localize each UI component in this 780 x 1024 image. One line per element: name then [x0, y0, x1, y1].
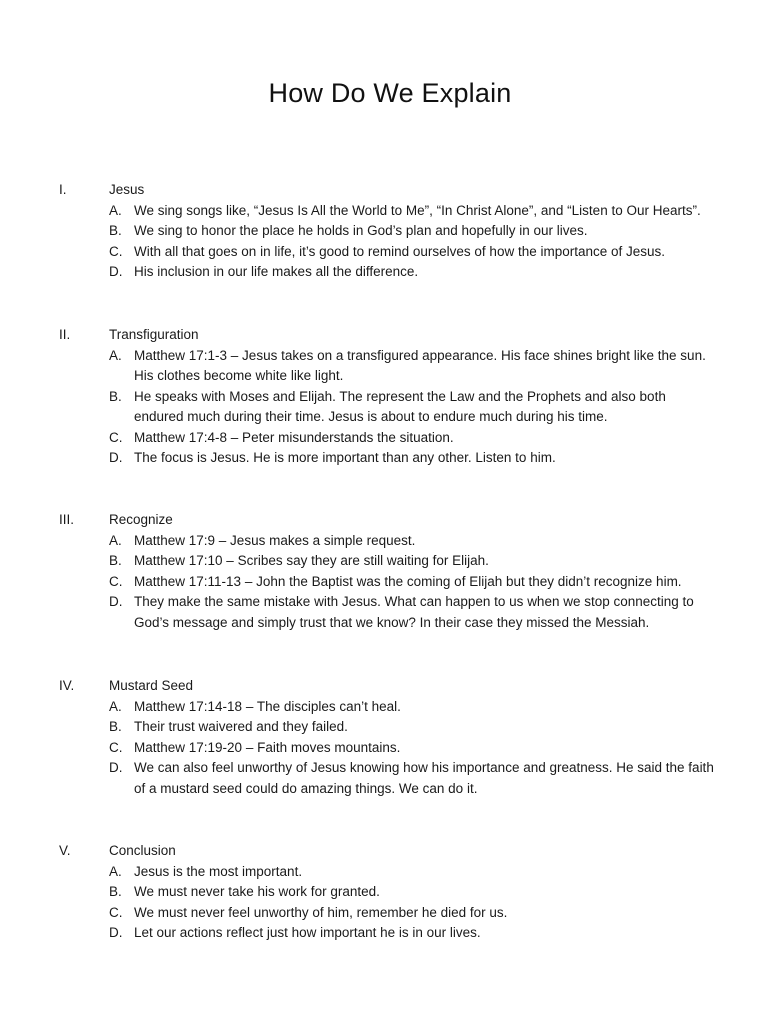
- outline-item: [109, 758, 749, 799]
- outline-item: [109, 923, 749, 944]
- item-text: He speaks with Moses and Elijah. The represent the Law and the Prophets and also both: [134, 388, 666, 404]
- outline-item: [109, 882, 749, 903]
- outline-item: [109, 387, 749, 428]
- section-heading: Recognize: [109, 512, 173, 527]
- item-letter: D.: [109, 450, 123, 465]
- item-text: We must never take his work for granted.: [134, 884, 380, 899]
- item-letter: C.: [109, 243, 123, 259]
- item-letter: D.: [109, 594, 123, 609]
- item-text: We must never feel unworthy of him, remember he died for us.: [134, 904, 508, 920]
- item-letter: C.: [109, 904, 123, 920]
- item-letter: B.: [109, 553, 122, 568]
- section-heading: Conclusion: [109, 843, 176, 858]
- section-items: [109, 201, 749, 283]
- item-text: Their trust waivered and they failed.: [134, 719, 348, 734]
- section-numeral: II.: [59, 327, 71, 342]
- item-letter: C.: [109, 429, 123, 445]
- item-letter: A.: [109, 347, 122, 363]
- item-text-continued: endured much during their time. Jesus is about to endure much during his time.: [134, 409, 608, 424]
- outline-item: [109, 551, 749, 572]
- outline-item: [109, 862, 749, 883]
- item-letter: A.: [109, 202, 122, 218]
- outline-item: [109, 262, 749, 283]
- item-text: His inclusion in our life makes all the difference.: [134, 264, 419, 279]
- section-items: [109, 697, 749, 800]
- item-text: Matthew 17:19-20 – Faith moves mountains.: [134, 739, 401, 755]
- outline-item: [109, 572, 749, 593]
- item-text: Matthew 17:9 – Jesus makes a simple request.: [134, 532, 416, 548]
- outline-item: [109, 221, 749, 242]
- item-text: Matthew 17:14-18 – The disciples can’t heal.: [134, 698, 401, 714]
- section-heading: Jesus: [109, 182, 145, 197]
- item-text: Matthew 17:10 – Scribes say they are still waiting for Elijah.: [134, 553, 489, 568]
- item-text: We sing songs like, “Jesus Is All the World to Me”, “In Christ Alone”, and “Listen to Our Hearts”.: [134, 202, 701, 218]
- item-letter: D.: [109, 760, 123, 775]
- item-letter: A.: [109, 863, 122, 879]
- item-text: Jesus is the most important.: [134, 863, 303, 879]
- item-letter: B.: [109, 884, 122, 899]
- document-title: How Do We Explain: [268, 78, 512, 108]
- item-text-continued: of a mustard seed could do amazing things. We can do it.: [134, 780, 478, 796]
- item-text: Let our actions reflect just how important he is in our lives.: [134, 925, 481, 940]
- item-text: Matthew 17:1-3 – Jesus takes on a transfigured appearance. His face shines bright like the sun.: [134, 347, 706, 363]
- section-items: [109, 862, 749, 944]
- item-letter: B.: [109, 388, 122, 404]
- section-numeral: IV.: [59, 678, 75, 693]
- section-items: [109, 531, 749, 634]
- outline-item: [109, 346, 749, 387]
- outline-item: [109, 531, 749, 552]
- item-letter: D.: [109, 925, 123, 940]
- section-items: [109, 346, 749, 469]
- item-letter: B.: [109, 223, 122, 238]
- outline-item: [109, 717, 749, 738]
- section-numeral: I.: [59, 182, 67, 197]
- item-text-continued: His clothes become white like light.: [134, 368, 344, 383]
- item-letter: C.: [109, 573, 123, 589]
- outline-item: [109, 242, 749, 263]
- section-heading: Mustard Seed: [109, 678, 194, 693]
- item-text: With all that goes on in life, it’s good to remind ourselves of how the importance of Jesus.: [134, 243, 666, 259]
- item-letter: B.: [109, 719, 122, 734]
- item-text: We sing to honor the place he holds in God’s plan and hopefully in our lives.: [134, 223, 588, 238]
- item-letter: A.: [109, 532, 122, 548]
- outline-item: [109, 428, 749, 449]
- outline-item: [109, 592, 749, 633]
- outline-item: [109, 201, 749, 222]
- item-letter: D.: [109, 264, 123, 279]
- item-text: The focus is Jesus. He is more important than any other. Listen to him.: [134, 450, 556, 465]
- item-letter: C.: [109, 739, 123, 755]
- outline-item: [109, 903, 749, 924]
- section-numeral: V.: [59, 843, 71, 858]
- section-numeral: III.: [59, 512, 75, 527]
- item-text-continued: God’s message and simply trust that we know? In their case they missed the Messiah.: [134, 614, 650, 630]
- item-text: Matthew 17:11-13 – John the Baptist was the coming of Elijah but they didn’t recognize him.: [134, 573, 682, 589]
- item-text: Matthew 17:4-8 – Peter misunderstands the situation.: [134, 429, 454, 445]
- outline-item: [109, 697, 749, 718]
- item-letter: A.: [109, 698, 122, 714]
- outline-item: [109, 448, 749, 469]
- outline-item: [109, 738, 749, 759]
- item-text: They make the same mistake with Jesus. What can happen to us when we stop connecting to: [134, 594, 694, 609]
- section-heading: Transfiguration: [109, 327, 199, 342]
- item-text: We can also feel unworthy of Jesus knowing how his importance and greatness. He said the faith: [134, 760, 714, 775]
